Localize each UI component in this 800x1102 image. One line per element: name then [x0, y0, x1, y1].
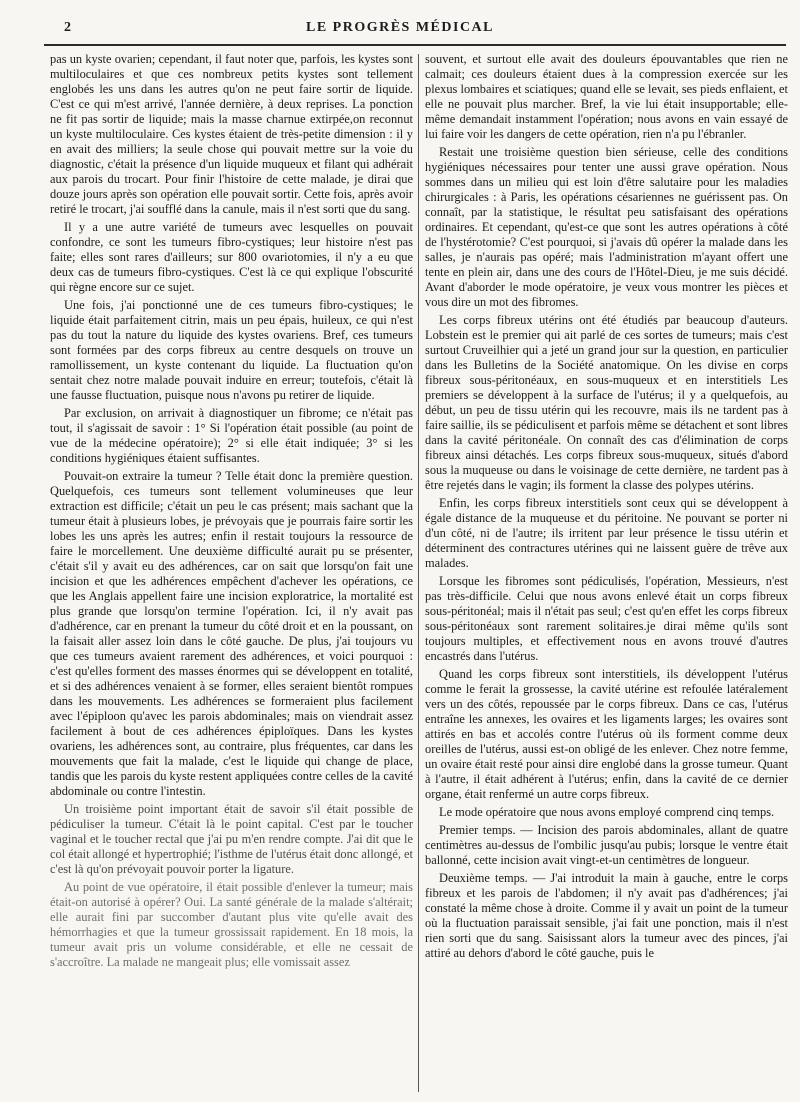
paragraph: Premier temps. — Incision des parois abdominales, allant de quatre centimètres au-dessus de l'ombilic jusqu'au pubis; lorsque le ventre était ballonné, cette incision avait vingt-et-un centimètres de longueur. [425, 823, 788, 867]
page-header [44, 20, 756, 42]
paragraph: Il y a une autre variété de tumeurs avec lesquelles on pouvait confondre, ce sont les tumeurs fibro-cystiques; leur histoire n'est pas faite; elles sont rares d'ailleurs; sur 800 ovariotomies, il n'y a eu que deux cas de tumeurs fibro-cystiques. C'est là ce qui explique l'obscurité qui règne encore sur ce sujet. [50, 220, 413, 294]
paragraph: Quand les corps fibreux sont interstitiels, ils développent l'utérus comme le ferait la grossesse, la cavité utérine est refoulée latéralement vers un des côtés, repoussée par le corps fibreux. Dans ce cas, l'utérus entraîne les annexes, les ovaires et les ligaments larges; les ovaires sont attirés en bas et accolés contre l'utérus où ils forment comme deux oreilles de l'utérus, aussi est-on obligé de les enlever. Chez notre femme, un ovaire était resté pour ainsi dire englobé dans la grosse tumeur. Quant à l'autre, il était adhérent à l'utérus; enfin, dans la cavité de ce dernier organe, était renfermé un autre corps fibreux. [425, 667, 788, 801]
paragraph: Deuxième temps. — J'ai introduit la main à gauche, entre le corps fibreux et les parois de l'abdomen; il n'y avait pas d'adhérences; j'ai constaté la même chose à droite. Comme il y avait un point de la tumeur où la fluctuation paraissait sensible, j'ai fait une ponction, mais il n'est rien sorti que du sang. Saisissant alors la tumeur avec des pinces, j'ai attiré au dehors d'abord le côté gauche, puis le [425, 871, 788, 960]
column-divider [418, 54, 419, 1092]
paragraph: Une fois, j'ai ponctionné une de ces tumeurs fibro-cystiques; le liquide était parfaitement citrin, mais un peu épais, huileux, ce qui n'est pas du tout la nature du liquide des kystes ovariens. Bref, ces tumeurs sont formées par des corps fibreux au centre desquels on trouve un ramollissement, un kyste contenant du liquide. La fluctuation qu'on sentait chez notre malade pouvait induire en erreur; toutefois, c'était là une fausse fluctuation, puisque nous n'avons pu retirer de liquide. [50, 298, 413, 402]
paragraph: Au point de vue opératoire, il était possible d'enlever la tumeur; mais était-on autorisé à opérer? Oui. La santé générale de la malade s'altérait; elle aurait fini par succomber d'autant plus vite qu'elle avait des hémorrhagies et que la tumeur grossissait rapidement. En 18 mois, la tumeur avait pris un volume considérable, et elle ne cessait de s'accroître. La malade ne mangeait plus; elle vomissait assez [50, 880, 413, 969]
paragraph: Pouvait-on extraire la tumeur ? Telle était donc la première question. Quelquefois, ces tumeurs sont tellement volumineuses que leur extraction est difficile; c'était un peu le cas présent; mais sachant que la tumeur était à plusieurs lobes, je prévoyais que je pourrais faire sortir les lobes les uns après les autres; enfin il restait toujours la ressource de faire le morcellement. Une deuxième difficulté aurait pu se présenter, c'était s'il y avait eu des adhérences, car on sait que lorsqu'on fait une incision et que les adhérences empêchent d'achever les opérations, ce que les Anglais appellent faire une incision exploratrice, la mortalité est plus grande que lorsqu'on termine l'opération. Ici, il n'y avait pas d'adhérence, car en prenant la tumeur du côté droit et en la poussant, on la faisait aller assez loin dans le côté gauche. De plus, j'ai toujours vu que ces tumeurs avaient rarement des adhérences, et voici pourquoi : c'est qu'elles forment des masses énormes qui se développent en totalité, et si des adhérences venaient à se former, elles seraient bientôt rompues dans les mouvements. Les adhérences se formeraient plus facilement avec l'épiploon qu'avec les parois abdominales; mais on viendrait assez facilement à bout de ces adhérences épiploïques. Dans les kystes ovariens, les adhérences sont, au contraire, plus fréquentes, car dans les mouvements que fait la malade, c'est le liquide qui change de place, tandis que les parois du kyste restent appliquées contre celles de la cavité abdominale ou contre l'intestin. [50, 469, 413, 798]
paragraph: Par exclusion, on arrivait à diagnostiquer un fibrome; ce n'était pas tout, il s'agissait de savoir : 1° Si l'opération était possible (au point de vue de la médecine opératoire); 2° si elle était indiquée; 3° si les conditions hygiéniques étaient suffisantes. [50, 406, 413, 465]
paragraph: Un troisième point important était de savoir s'il était possible de pédiculiser la tumeur. C'était là le point capital. C'est par le toucher vaginal et le toucher rectal que j'ai pu m'en rendre compte. J'ai dit que le col était allongé et hypertrophié; l'isthme de l'utérus était donc allongé, et c'est là qu'on prévoyait pouvoir porter la ligature. [50, 802, 413, 876]
page-number: 2 [64, 20, 71, 35]
left-column [50, 52, 413, 1094]
paragraph: Enfin, les corps fibreux interstitiels sont ceux qui se développent à égale distance de la muqueuse et du péritoine. Ne pouvant se porter ni d'un côté, ni de l'autre; ils irritent par leur présence le tissu utérin et déterminent des contractures utérines qui ne laissent guère de trêve aux malades. [425, 496, 788, 570]
paragraph: Les corps fibreux utérins ont été étudiés par beaucoup d'auteurs. Lobstein est le premier qui ait parlé de ces sortes de tumeurs; mais c'est surtout Cruveilhier qui a jeté un grand jour sur la question, en particulier dans les Bulletins de la Société anatomique. On les divise en corps fibreux sous-péritonéaux, en sous-muqueux et en interstitiels Les premiers se développent à la surface de l'utérus; il y a quelquefois, au début, un peu de tissu utérin qui les recouvre, mais ils ne tardent pas à faire saillie, ils se pédiculisent et parfois même se détachent et sont libres dans la cavité péritonéale. On connaît des cas d'élimination de corps fibreux ainsi détachés. Les corps fibreux sous-muqueux, situés d'abord sous la muqueuse ou dans le voisinage de cette dernière, ne tardent pas à être rejetés dans le vagin; ils forment la classe des polypes utérins. [425, 313, 788, 492]
paragraph: pas un kyste ovarien; cependant, il faut noter que, parfois, les kystes sont multiloculaires et que ces nombreux petits kystes sont tellement englobés les uns dans les autres qu'on ne peut faire sortir de liquide. C'est ce qui m'est arrivé, l'année dernière, à deux reprises. La ponction ne fit pas sortir de liquide; mais la masse charnue extirpée,on reconnut un kyste multiloculaire. Ces kystes étaient de très-petite dimension : il y en avait des milliers; la seule chose qui pouvait mettre sur la voie du diagnostic, c'était la présence d'un liquide muqueux et filant qui adhérait aux parois du trocart. Pour finir l'histoire de cette malade, je dirai que douze jours après son opération elle pouvait sortir. Cette fois, après avoir retiré le trocart, j'ai soufflé dans la canule, mais il n'est sorti que du sang. [50, 52, 413, 216]
paragraph: souvent, et surtout elle avait des douleurs épouvantables que rien ne calmait; ces douleurs étaient dues à la compression exercée sur les plexus lombaires et sciatiques; quand elle se levait, ses pieds enflaient, et elle ne pouvait plus marcher. Bref, la vie lui était insupportable; elle-même demandait instamment l'opération; nous avons en vain essayé de lui faire voir les dangers de cette opération, rien n'a pu l'ébranler. [425, 52, 788, 141]
paragraph: Restait une troisième question bien sérieuse, celle des conditions hygiéniques nécessaires pour tenter une aussi grave opération. Nous sommes dans un milieu qui est loin d'être salutaire pour les maladies chirurgicales : à Paris, les opérations césariennes ne guérissent pas. On connaît, par la statistique, le résultat peu satisfaisant des opérations ordinaires. Et cependant, qu'est-ce que sont les autres opérations à côté de l'hystérotomie? C'est pourquoi, si j'avais dû opérer la malade dans les salles, je n'aurais pas opéré; mais l'administration m'ayant offert une tente en plein air, dans une des cours de l'Hôtel-Dieu, je me suis décidé. Avant d'aborder le mode opératoire, je veux vous montrer les pièces et vous dire un mot des fibromes. [425, 145, 788, 309]
running-title: LE PROGRÈS MÉDICAL [305, 20, 495, 35]
paragraph: Lorsque les fibromes sont pédiculisés, l'opération, Messieurs, n'est pas très-difficile. Celui que nous avons enlevé était un corps fibreux sous-péritonéal; mais il n'était pas seul; c'est qu'en effet les corps fibreux sous-péritonéaux sont rarement solitaires.je dirai même qu'ils sont toujours multiples, et effectivement nous en avons trouvé d'autres encastrés dans l'utérus. [425, 574, 788, 663]
paragraph: Le mode opératoire que nous avons employé comprend cinq temps. [439, 805, 775, 819]
article-body [0, 52, 800, 1094]
right-column [425, 52, 788, 1094]
header-rule [44, 44, 786, 46]
